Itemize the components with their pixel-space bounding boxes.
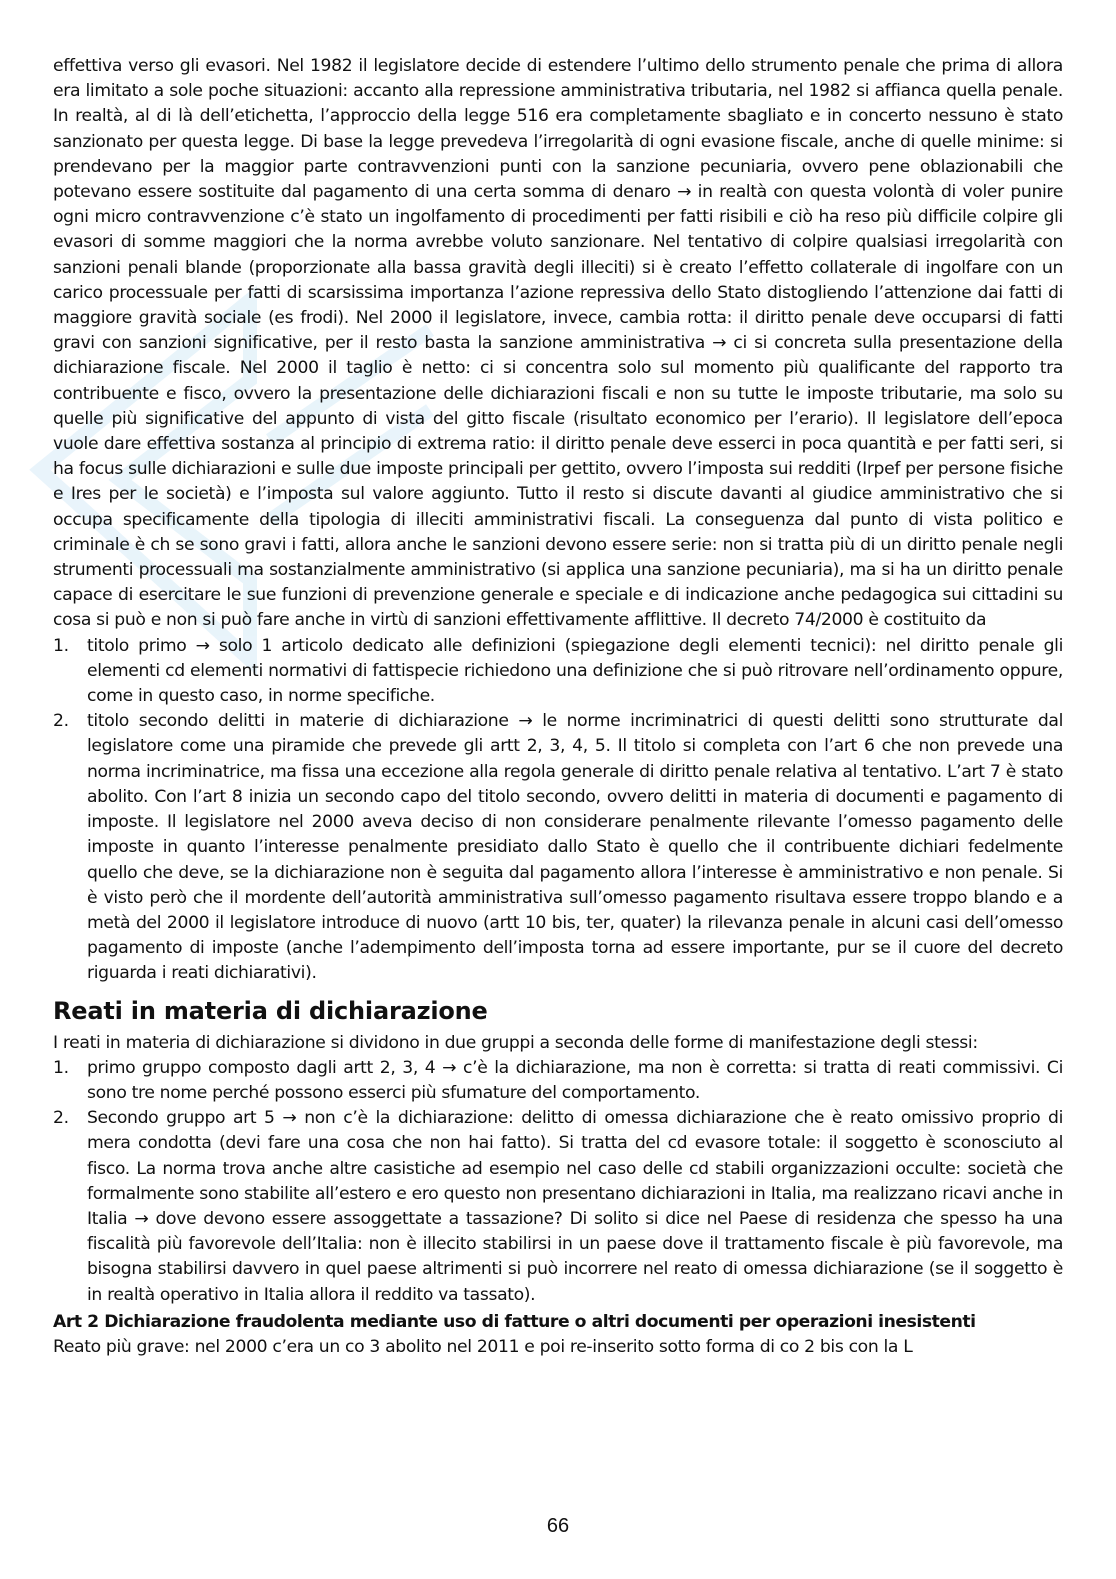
document-page (53, 54, 1063, 1360)
article-title: Art 2 Dichiarazione fraudolenta mediante uso di fatture o altri documenti per operazioni inesistenti (53, 1311, 976, 1332)
list-item (53, 1056, 1063, 1106)
list-item-text: Secondo gruppo art 5 → non c’è la dichiarazione: delitto di omessa dichiarazione che è reato omissivo proprio di mera condotta (devi fare una cosa che non hai fatto). Si tratta del cd evasore totale: il soggetto è sconosciuto al fisco. La norma trova anche altre casistiche ad esempio nel caso delle cd stabili organizzazioni occulte: società che formalmente sono stabilite all’estero e ero questo non presentano dichiarazioni in Italia, ma realizzano ricavi anche in Italia → dove devono essere assoggettate a tassazione? Di solito si dice nel Paese di residenza che spesso ha una fiscalità più favorevole dell’Italia: non è illecito stabilirsi in un paese dove il trattamento fiscale è più favorevole, ma bisogna stabilirsi davvero in quel paese altrimenti si può incorrere nel reato di omessa dichiarazione (se il soggetto è in realtà operativo in Italia allora il reddito va tassato). (87, 1108, 1063, 1305)
list-item (53, 634, 1063, 710)
crime-groups-list (53, 1056, 1063, 1308)
list-number: 2. (53, 1108, 69, 1129)
decree-structure-list (53, 634, 1063, 987)
section-intro: I reati in materia di dichiarazione si dividono in due gruppi a seconda delle forme di manifestazione degli stessi: (53, 1032, 978, 1053)
list-item (53, 709, 1063, 986)
list-item (53, 1106, 1063, 1308)
intro-paragraph: effettiva verso gli evasori. Nel 1982 il legislatore decide di estendere l’ultimo dello strumento penale che prima di allora era limitato a sole poche situazioni: accanto alla repressione amministrativa tributaria, nel 1982 si affianca quella penale. In realtà, al di là dell’etichetta, l’approccio della legge 516 era completamente sbagliato e in concerto nessuno è stato sanzionato per questa legge. Di base la legge prevedeva l’irregolarità di ogni evasione fiscale, anche di quelle minime: si prendevano per la maggior parte contravvenzioni punti con la sanzione pecuniaria, ovvero pene oblazionabili che potevano essere sostituite dal pagamento di una certa somma di denaro → in realtà con questa volontà di voler punire ogni micro contravvenzione c’è stato un ingolfamento di procedimenti per fatti risibili e ciò ha reso più difficile colpire gli evasori di somme maggiori che la norma avrebbe voluto sanzionare. Nel tentativo di colpire qualsiasi irregolarità con sanzioni penali blande (proporzionate alla bassa gravità degli illeciti) si è creato l’effetto collaterale di ingolfare con un carico processuale per fatti di scarsissima importanza l’azione repressiva dello Stato distogliendo l’attenzione dai fatti di maggiore gravità sociale (es frodi). Nel 2000 il legislatore, invece, cambia rotta: il diritto penale deve occuparsi di fatti gravi con sanzioni significative, per il resto basta la sanzione amministrativa → ci si concreta sulla presentazione della dichiarazione fiscale. Nel 2000 il taglio è netto: ci si concentra solo sul momento più qualificante del rapporto tra contribuente e fisco, ovvero la presentazione delle dichiarazioni fiscali e non su tutte le imposte tributarie, ma solo su quelle più significative del appunto di vista del gitto fiscale (risultato economico per l’erario). Il legislatore dell’epoca vuole dare effettiva sostanza al principio di extrema ratio: il diritto penale deve esserci in poca quantità e per fatti seri, si ha focus sulle dichiarazioni e sulle due imposte principali per gettito, ovvero l’imposta sui redditi (Irpef per persone fisiche e Ires per le società) e l’imposta sul valore aggiunto. Tutto il resto si discute davanti al giudice amministrativo che si occupa specificamente della tipologia di illeciti amministrativi fiscali. La conseguenza dal punto di vista politico e criminale è ch se sono gravi i fatti, allora anche le sanzioni devono essere serie: non si tratta più di un diritto penale negli strumenti processuali ma sostanzialmente amministrativo (si applica una sanzione pecuniaria), ma si ha un diritto penale capace di esercitare le sue funzioni di prevenzione generale e speciale e di indicazione anche pedagogica sui cittadini su cosa si può e non si può fare anche in virtù di sanzioni effettivamente afflittive. Il decreto 74/2000 è costituito da (53, 56, 1063, 631)
list-number: 1. (53, 635, 69, 656)
section-heading: Reati in materia di dichiarazione (53, 996, 488, 1025)
list-number: 2. (53, 711, 69, 732)
list-item-text: primo gruppo composto dagli artt 2, 3, 4 → c’è la dichiarazione, ma non è corretta: si tratta di reati commissivi. Ci sono tre nome perché possono esserci più sfumature del comportamento. (87, 1057, 1063, 1103)
list-number: 1. (53, 1057, 69, 1078)
article-text: Reato più grave: nel 2000 c’era un co 3 abolito nel 2011 e poi re-inserito sotto forma di co 2 bis con la L (53, 1336, 913, 1357)
list-item-text: titolo secondo delitti in materie di dichiarazione → le norme incriminatrici di questi delitti sono strutturate dal legislatore come una piramide che prevede gli artt 2, 3, 4, 5. Il titolo si completa con l’art 6 che non prevede una norma incriminatrice, ma fissa una eccezione alla regola generale di diritto penale relativa al tentativo. L’art 7 è stato abolito. Con l’art 8 inizia un secondo capo del titolo secondo, ovvero delitti in materia di documenti e pagamento di imposte. Il legislatore nel 2000 aveva deciso di non considerare penalmente rilevante l’omesso pagamento delle imposte in quanto l’interesse penalmente presidiato dallo Stato è quello che il contribuente dichiari fedelmente quello che deve, se la dichiarazione non è seguita dal pagamento allora l’interesse è amministrativo e non penale. Si è visto però che il mordente dell’autorità amministrativa sull’omesso pagamento risultava essere troppo blando e a metà del 2000 il legislatore introduce di nuovo (artt 10 bis, ter, quater) la rilevanza penale in alcuni casi dell’omesso pagamento di imposte (anche l’adempimento dell’imposta torna ad essere importante, pur se il cuore del decreto riguarda i reati dichiarativi). (87, 711, 1063, 984)
list-item-text: titolo primo → solo 1 articolo dedicato alle definizioni (spiegazione degli elementi tecnici): nel diritto penale gli elementi cd elementi normativi di fattispecie richiedono una definizione che si può ritrovare nell’ordinamento oppure, come in questo caso, in norme specifiche. (87, 635, 1063, 707)
page-number: 66 (546, 1515, 570, 1537)
